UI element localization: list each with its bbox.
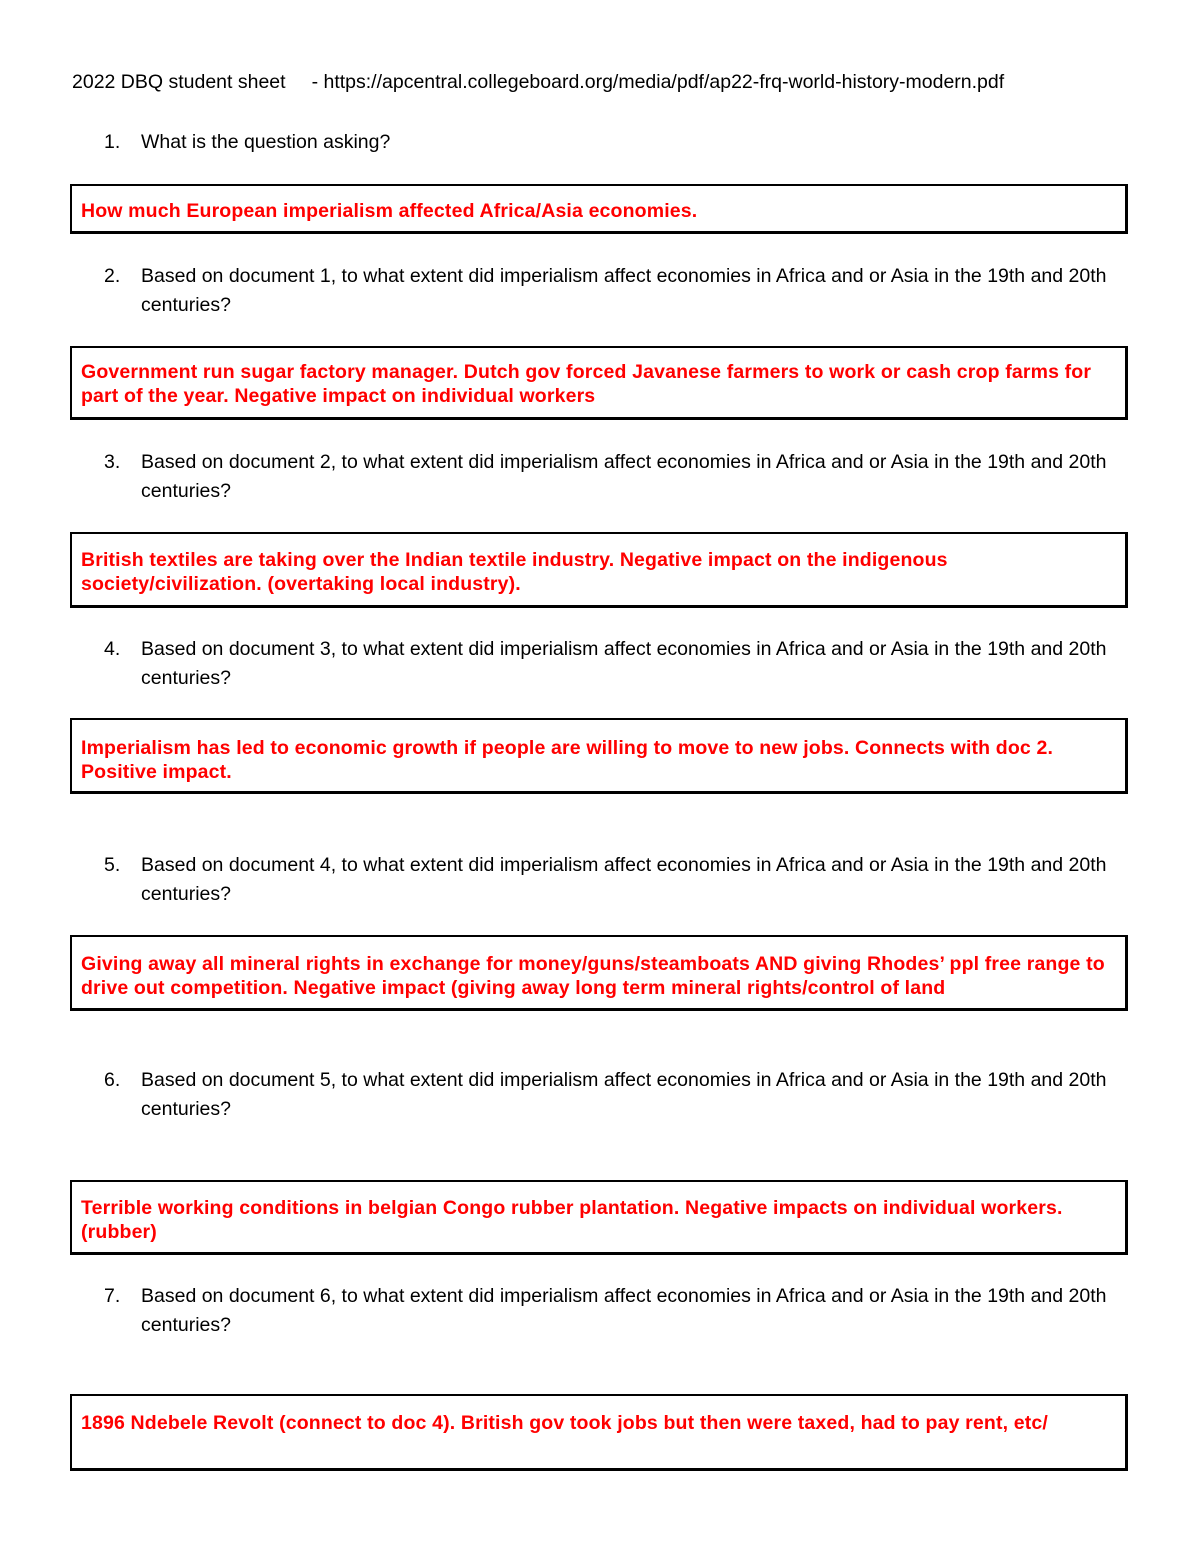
question-item	[104, 1066, 1134, 1123]
answer-text: 1896 Ndebele Revolt (connect to doc 4). British gov took jobs but then were taxed, had to pay rent, etc/	[81, 1412, 1048, 1434]
answer-text: Terrible working conditions in belgian Congo rubber plantation. Negative impacts on individual workers. (rubber)	[81, 1197, 1063, 1243]
question-number: 3.	[104, 451, 121, 473]
question-text: Based on document 3, to what extent did imperialism affect economies in Africa and or Asia in the 19th and 20th centuries?	[141, 638, 1107, 689]
question-number: 5.	[104, 854, 121, 876]
question-text: Based on document 1, to what extent did imperialism affect economies in Africa and or Asia in the 19th and 20th centuries?	[141, 265, 1107, 316]
source-link[interactable]: - https://apcentral.collegeboard.org/media/pdf/ap22-frq-world-history-modern.pdf	[311, 71, 1005, 93]
answer-text: Imperialism has led to economic growth if people are willing to move to new jobs. Connects with doc 2. Positive impact.	[81, 737, 1054, 783]
answer-box[interactable]	[70, 184, 1128, 234]
question-number: 2.	[104, 265, 121, 287]
answer-box[interactable]	[70, 1394, 1128, 1471]
question-item	[104, 635, 1134, 692]
question-text: Based on document 6, to what extent did imperialism affect economies in Africa and or Asia in the 19th and 20th centuries?	[141, 1285, 1107, 1336]
question-item	[104, 448, 1134, 505]
question-number: 4.	[104, 638, 121, 660]
question-item	[104, 851, 1134, 908]
answer-box[interactable]	[70, 718, 1128, 794]
sheet-title: 2022 DBQ student sheet	[72, 71, 286, 93]
question-number: 7.	[104, 1285, 121, 1307]
question-number: 1.	[104, 131, 121, 153]
answer-text: Government run sugar factory manager. Dutch gov forced Javanese farmers to work or cash crop farms for part of the year. Negative impact on individual workers	[81, 361, 1092, 407]
question-text: Based on document 5, to what extent did imperialism affect economies in Africa and or Asia in the 19th and 20th centuries?	[141, 1069, 1107, 1120]
question-text: Based on document 4, to what extent did imperialism affect economies in Africa and or Asia in the 19th and 20th centuries?	[141, 854, 1107, 905]
answer-box[interactable]	[70, 935, 1128, 1011]
question-item	[104, 128, 1134, 157]
answer-box[interactable]	[70, 346, 1128, 420]
answer-text: Giving away all mineral rights in exchange for money/guns/steamboats AND giving Rhodes’ ppl free range to drive out competition. Negative impact (giving away long term mineral rights/control of land	[81, 953, 1105, 999]
question-item	[104, 1282, 1134, 1339]
answer-text: How much European imperialism affected Africa/Asia economies.	[81, 200, 698, 222]
question-text: What is the question asking?	[141, 131, 391, 153]
answer-box[interactable]	[70, 1180, 1128, 1255]
question-text: Based on document 2, to what extent did imperialism affect economies in Africa and or Asia in the 19th and 20th centuries?	[141, 451, 1107, 502]
answer-text: British textiles are taking over the Indian textile industry. Negative impact on the indigenous society/civilization. (overtaking local industry).	[81, 549, 948, 595]
answer-box[interactable]	[70, 532, 1128, 608]
question-number: 6.	[104, 1069, 121, 1091]
page-header	[72, 71, 1004, 94]
question-item	[104, 262, 1134, 319]
